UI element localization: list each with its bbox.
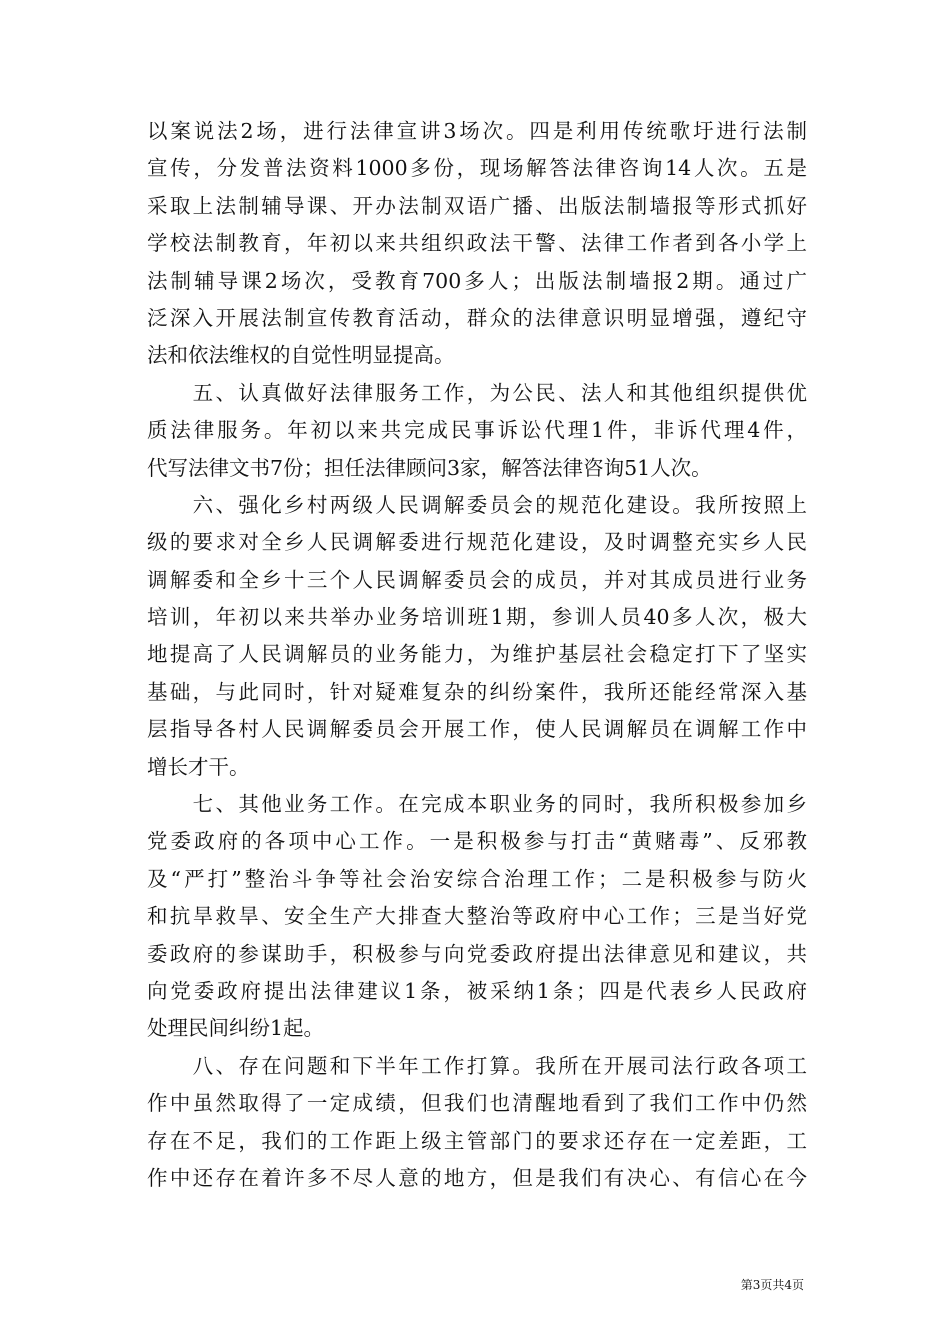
text-line: 作中虽然取得了一定成绩，但我们也清醒地看到了我们工作中仍然 — [147, 1091, 807, 1116]
body-text — [147, 113, 807, 1197]
text-line: 六、强化乡村两级人民调解委员会的规范化建设。我所按照上 — [147, 492, 807, 517]
text-line: 层指导各村人民调解委员会开展工作，使人民调解员在调解工作中 — [147, 717, 807, 742]
text-line: 宣传，分发普法资料1000多份，现场解答法律咨询14人次。五是 — [147, 156, 807, 181]
text-line: 作中还存在着许多不尽人意的地方，但是我们有决心、有信心在今 — [147, 1165, 807, 1190]
text-line: 以案说法2场，进行法律宣讲3场次。四是利用传统歌圩进行法制 — [147, 119, 807, 143]
text-line: 质法律服务。年初以来共完成民事诉讼代理1件，非诉代理4件， — [147, 418, 807, 443]
text-line: 采取上法制辅导课、开办法制双语广播、出版法制墙报等形式抓好 — [147, 193, 807, 218]
text-line: 八、存在问题和下半年工作打算。我所在开展司法行政各项工 — [147, 1053, 807, 1078]
text-line: 五、认真做好法律服务工作，为公民、法人和其他组织提供优 — [147, 380, 807, 405]
text-line: 基础，与此同时，针对疑难复杂的纠纷案件，我所还能经常深入基 — [147, 679, 807, 704]
text-line: 七、其他业务工作。在完成本职业务的同时，我所积极参加乡 — [147, 792, 807, 817]
text-line: 法制辅导课2场次，受教育700多人；出版法制墙报2期。通过广 — [147, 268, 807, 293]
text-line: 地提高了人民调解员的业务能力，为维护基层社会稳定打下了坚实 — [147, 642, 807, 667]
text-line: 调解委和全乡十三个人民调解委员会的成员，并对其成员进行业务 — [147, 567, 807, 592]
text-line: 向党委政府提出法律建议1条，被采纳1条；四是代表乡人民政府 — [147, 978, 807, 1003]
text-line: 党委政府的各项中心工作。一是积极参与打击“黄赌毒”、反邪教 — [147, 829, 807, 854]
text-line: 泛深入开展法制宣传教育活动，群众的法律意识明显增强，遵纪守 — [147, 305, 807, 330]
text-line: 及“严打”整治斗争等社会治安综合治理工作；二是积极参与防火 — [147, 866, 807, 891]
text-line: 处理民间纠纷1起。 — [147, 1016, 325, 1041]
text-line: 增长才干。 — [147, 754, 250, 779]
text-line: 法和依法维权的自觉性明显提高。 — [147, 343, 455, 368]
text-line: 和抗旱救旱、安全生产大排查大整治等政府中心工作；三是当好党 — [147, 904, 807, 929]
text-line: 培训，年初以来共举办业务培训班1期，参训人员40多人次，极大 — [147, 605, 807, 630]
text-line: 代写法律文书7份；担任法律顾问3家，解答法律咨询51人次。 — [147, 455, 712, 480]
text-line: 学校法制教育，年初以来共组织政法干警、法律工作者到各小学上 — [147, 231, 807, 256]
text-line: 委政府的参谋助手，积极参与向党委政府提出法律意见和建议，共 — [147, 941, 807, 966]
text-line: 级的要求对全乡人民调解委进行规范化建设，及时调整充实乡人民 — [147, 530, 807, 555]
page-number: 第3页共4页 — [740, 1278, 804, 1292]
text-line: 存在不足，我们的工作距上级主管部门的要求还存在一定差距，工 — [147, 1128, 807, 1153]
